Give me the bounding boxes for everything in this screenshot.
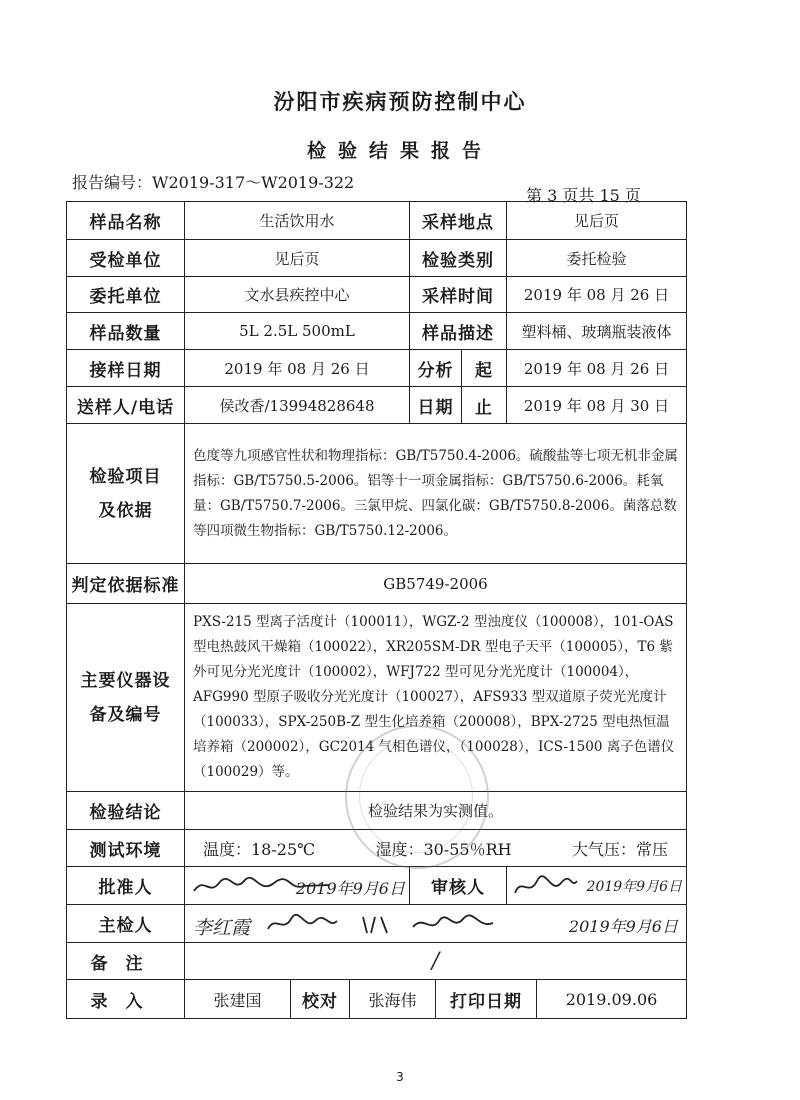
table-row [67, 202, 687, 240]
approver-signature-cell [185, 867, 410, 905]
conclusion-value: 检验结果为实测值。 [185, 792, 687, 830]
remarks-value: / [185, 943, 687, 980]
sampling-site-value: 见后页 [507, 202, 687, 240]
standard-label: 判定依据标准 [67, 564, 185, 604]
inspector-date: 2019年9月6日 [568, 917, 678, 936]
inspection-type-value: 委托检验 [507, 240, 687, 277]
official-seal [345, 725, 489, 869]
sampling-time-value: 2019 年 08 月 26 日 [507, 277, 687, 313]
instruments-value: PXS-215 型离子活度计（100011），WGZ-2 型浊度仪（100008），101-OAS 型电热鼓风干燥箱（100022），XR205SM-DR 型电子天平（100005），T6 紫外可见分光光度计（100002），WFJ722 型可见分光光度计（100004），AFG990 型原子吸收分光光度计（100027），AFS933 型双道原子荧光光度计（100033），SPX-250B-Z 型生化培养箱（200008），BPX-2725 型电热恒温培养箱（200002），GC2014 气相色谱仪，（100028），ICS-1500 离子色谱仪（100029）等。 [185, 604, 687, 792]
items-label-line1: 检验项目 [89, 466, 162, 487]
inspector-signatures [263, 909, 503, 939]
print-date-label: 打印日期 [436, 980, 537, 1018]
organization-title: 汾阳市疾病预防控制中心 [273, 90, 527, 114]
environment-label: 测试环境 [67, 830, 185, 867]
entry-label: 录入 [67, 980, 185, 1019]
table-row [67, 980, 687, 1019]
sample-desc-label: 样品描述 [410, 313, 507, 350]
table-row [67, 240, 687, 277]
table-row [67, 424, 687, 564]
table-row [67, 313, 687, 350]
sender-value: 侯改香/13994828648 [185, 387, 410, 424]
sampling-time-label: 采样时间 [410, 277, 507, 313]
temperature-value: 温度：18-25℃ [203, 839, 316, 859]
analysis-start-value: 2019 年 08 月 26 日 [507, 350, 687, 387]
instruments-label [67, 604, 185, 792]
sample-desc-value: 塑料桶、玻璃瓶装液体 [507, 313, 687, 350]
sample-qty-label: 样品数量 [67, 313, 185, 350]
inspector-signature-cell [185, 905, 687, 943]
remarks-label: 备注 [67, 943, 185, 980]
client-unit-value: 文水县疾控中心 [185, 277, 410, 313]
items-label-line2: 及依据 [98, 500, 153, 521]
conclusion-label: 检验结论 [67, 792, 185, 830]
entry-row-cell [185, 980, 687, 1019]
instruments-label-line1: 主要仪器设 [80, 670, 171, 691]
inspected-unit-value: 见后页 [185, 240, 410, 277]
approver-date: 2019年9月6日 [295, 879, 405, 898]
client-unit-label: 委托单位 [67, 277, 185, 313]
standard-value: GB5749-2006 [185, 564, 687, 604]
sample-name-label: 样品名称 [67, 202, 185, 240]
approver-label: 批准人 [67, 867, 185, 905]
instruments-label-line2: 备及编号 [89, 704, 162, 725]
table-row [67, 905, 687, 943]
items-value: 色度等九项感官性状和物理指标：GB/T5750.4-2006。硫酸盐等七项无机非金属指标：GB/T5750.5-2006。铝等十一项金属指标：GB/T5750.6-2006。耗氧量：GB/T5750.7-2006。三氯甲烷、四氯化碳：GB/T5750.8-2006。菌落总数等四项微生物指标：GB/T5750.12-2006。 [185, 424, 687, 564]
sample-name-value: 生活饮用水 [185, 202, 410, 240]
reviewer-date: 2019年9月6日 [586, 879, 682, 895]
proof-label: 校对 [291, 980, 350, 1018]
reviewer-signature [511, 871, 581, 901]
reviewer-label: 审核人 [410, 867, 507, 905]
inspection-type-label: 检验类别 [410, 240, 507, 277]
table-row [67, 564, 687, 604]
analysis-start-label: 起 [462, 350, 507, 387]
sender-label: 送样人/电话 [67, 387, 185, 424]
receive-date-value: 2019 年 08 月 26 日 [185, 350, 410, 387]
report-number-label: 报告编号： [72, 173, 153, 192]
analysis-label-bottom: 日期 [410, 387, 462, 424]
entry-value: 张建国 [185, 980, 291, 1018]
table-row [67, 350, 687, 387]
table-row [67, 943, 687, 980]
inspector-name: 李红霞 [193, 917, 251, 939]
analysis-end-value: 2019 年 08 月 30 日 [507, 387, 687, 424]
proof-value: 张海伟 [350, 980, 436, 1018]
report-number-value: W2019-317～W2019-322 [152, 173, 355, 192]
page-info: 第 3 页共 15 页 [526, 186, 641, 205]
sampling-site-label: 采样地点 [410, 202, 507, 240]
inspected-unit-label: 受检单位 [67, 240, 185, 277]
pressure-value: 大气压：常压 [571, 839, 668, 859]
report-table [66, 201, 687, 1019]
analysis-end-label: 止 [462, 387, 507, 424]
humidity-value: 湿度：30-55％RH [375, 839, 512, 859]
report-number [72, 170, 354, 193]
sample-qty-value: 5L 2.5L 500mL [185, 313, 410, 350]
analysis-label-top: 分析 [410, 350, 462, 387]
inspector-label: 主检人 [67, 905, 185, 943]
items-label [67, 424, 185, 564]
table-row [67, 867, 687, 905]
page-number: 3 [396, 1070, 404, 1084]
reviewer-signature-cell [507, 867, 687, 905]
official-seal-inner-ring [359, 739, 473, 853]
table-row [67, 387, 687, 424]
report-title: 检验结果报告 [306, 140, 493, 162]
table-row [67, 277, 687, 313]
receive-date-label: 接样日期 [67, 350, 185, 387]
print-date-value: 2019.09.06 [565, 989, 658, 1009]
